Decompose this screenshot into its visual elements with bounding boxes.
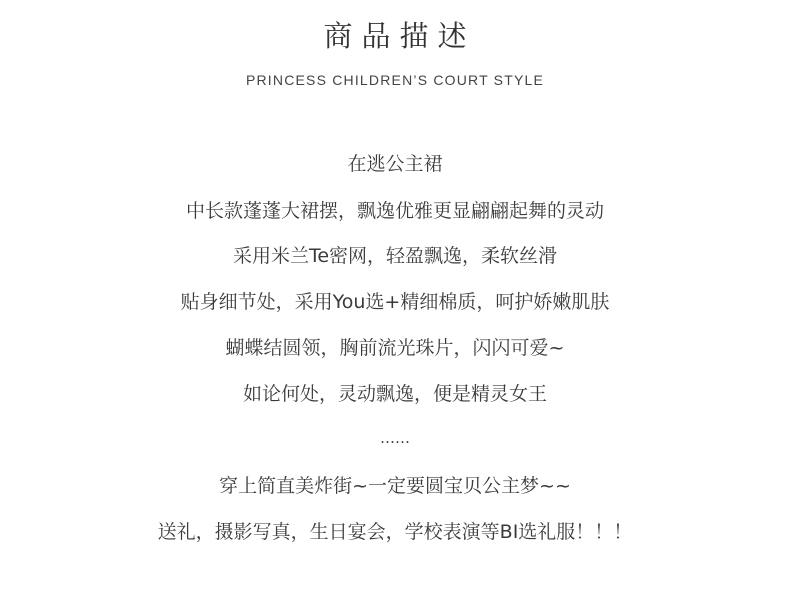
description-line: 穿上简直美炸街~一定要圆宝贝公主梦~~: [219, 475, 571, 497]
description-line: 在逃公主裙: [347, 153, 443, 175]
description-line: 贴身细节处，采用You选+精细棉质，呵护娇嫩肌肤: [180, 291, 610, 313]
description-line: 中长款蓬蓬大裙摆，飘逸优雅更显翩翩起舞的灵动: [185, 200, 604, 222]
description-ellipsis: ……: [380, 429, 410, 447]
page-subtitle: PRINCESS CHILDREN’S COURT STYLE: [245, 72, 545, 88]
description-line: 蝴蝶结圆领，胸前流光珠片，闪闪可爱~: [225, 337, 565, 359]
page-title: 商品描述: [323, 19, 476, 53]
description-line: 采用米兰Te密网，轻盈飘逸，柔软丝滑: [232, 245, 558, 267]
description-line: 送礼，摄影写真，生日宴会，学校表演等BI选礼服！！！: [157, 521, 633, 543]
description-line: 如论何处，灵动飘逸，便是精灵女王: [242, 383, 547, 405]
